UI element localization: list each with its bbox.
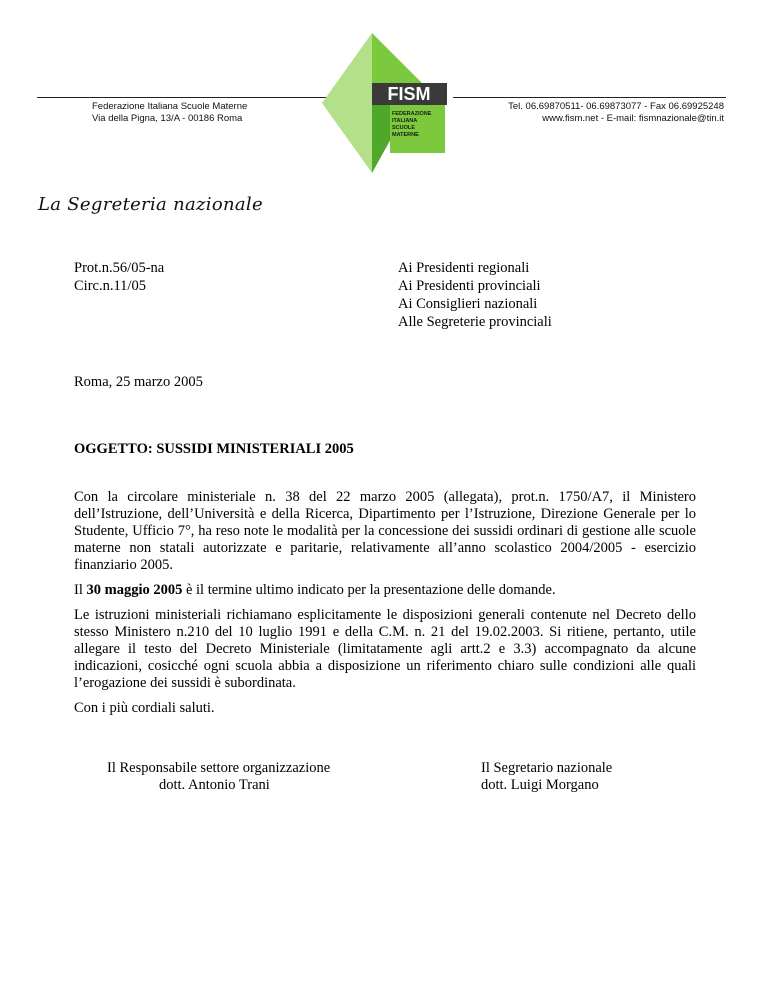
org-block — [92, 101, 247, 125]
fism-logo — [322, 33, 457, 173]
logo-subtext-3: SCUOLE — [392, 125, 415, 131]
body-paragraph-4: Con i più cordiali saluti. — [74, 700, 215, 716]
header-rule-right — [453, 97, 726, 98]
deadline-date: 30 maggio 2005 — [86, 582, 183, 598]
recipient-line: Ai Consiglieri nazionali — [398, 296, 538, 312]
contact-phone: Tel. 06.69870511- 06.69873077 - Fax 06.69925248 — [508, 101, 724, 112]
logo-subtext-2: ITALIANA — [392, 118, 418, 124]
signature-right-title: Il Segretario nazionale — [481, 760, 613, 776]
secretariat-signature: La Segreteria nazionale — [38, 194, 263, 215]
org-address: Via della Pigna, 13/A - 00186 Roma — [92, 113, 243, 124]
body-paragraph-1: Con la circolare ministeriale n. 38 del 22 marzo 2005 (allegata), prot.n. 1750/A7, il Ministero dell’Istruzione, dell’Università e della Ricerca, Dipartimento per l’Istruzione, Direzione Generale per lo Studente, Ufficio 7°, ha reso note le modalità per la concessione dei sussidi ordinari di gestione alle scuole materne non statali autorizzate e paritarie, relativamente all’anno scolastico 2004/2005 - esercizio finanziario 2005. — [74, 489, 696, 573]
logo-text: FISM — [387, 84, 431, 104]
recipients-block — [398, 259, 552, 331]
protocol-block — [74, 259, 164, 295]
letter-date: Roma, 25 marzo 2005 — [74, 374, 203, 390]
header-rule-left — [37, 97, 337, 98]
signature-left — [107, 760, 330, 794]
signature-right — [481, 760, 612, 794]
deadline-suffix: è il termine ultimo indicato per la presentazione delle domande. — [182, 582, 556, 598]
letter-body — [74, 489, 696, 725]
recipient-line: Ai Presidenti provinciali — [398, 278, 541, 294]
recipient-line: Ai Presidenti regionali — [398, 260, 530, 276]
logo-subtext-4: MATERNE — [392, 132, 419, 138]
letter-subject: OGGETTO: SUSSIDI MINISTERIALI 2005 — [74, 441, 354, 457]
deadline-prefix: Il — [74, 582, 87, 598]
org-name: Federazione Italiana Scuole Materne — [92, 101, 248, 112]
signature-left-name: dott. Antonio Trani — [159, 777, 270, 793]
contact-block — [508, 101, 724, 125]
contact-web: www.fism.net - E-mail: fismnazionale@tin.it — [542, 113, 724, 124]
logo-subtext-1: FEDERAZIONE — [392, 111, 432, 117]
body-paragraph-3: Le istruzioni ministeriali richiamano esplicitamente le disposizioni generali contenute nel Decreto dello stesso Ministero n.210 del 10 luglio 1991 e della C.M. n. 21 del 19.02.2003. Si ritiene, pertanto, utile allegare il testo del Decreto Ministeriale (limitatamente agli artt.2 e 3.3) accompagnato da alcune indicazioni, cosicché ogni scuola abbia a disposizione un riferimento chiaro sulle condizioni alle quali l’erogazione dei sussidi è subordinata. — [74, 607, 696, 691]
signature-left-title: Il Responsabile settore organizzazione — [107, 760, 331, 776]
circular-number: Circ.n.11/05 — [74, 278, 146, 294]
recipient-line: Alle Segreterie provinciali — [398, 314, 552, 330]
body-paragraph-2 — [74, 582, 696, 599]
protocol-number: Prot.n.56/05-na — [74, 260, 165, 276]
signature-right-name: dott. Luigi Morgano — [481, 777, 599, 793]
